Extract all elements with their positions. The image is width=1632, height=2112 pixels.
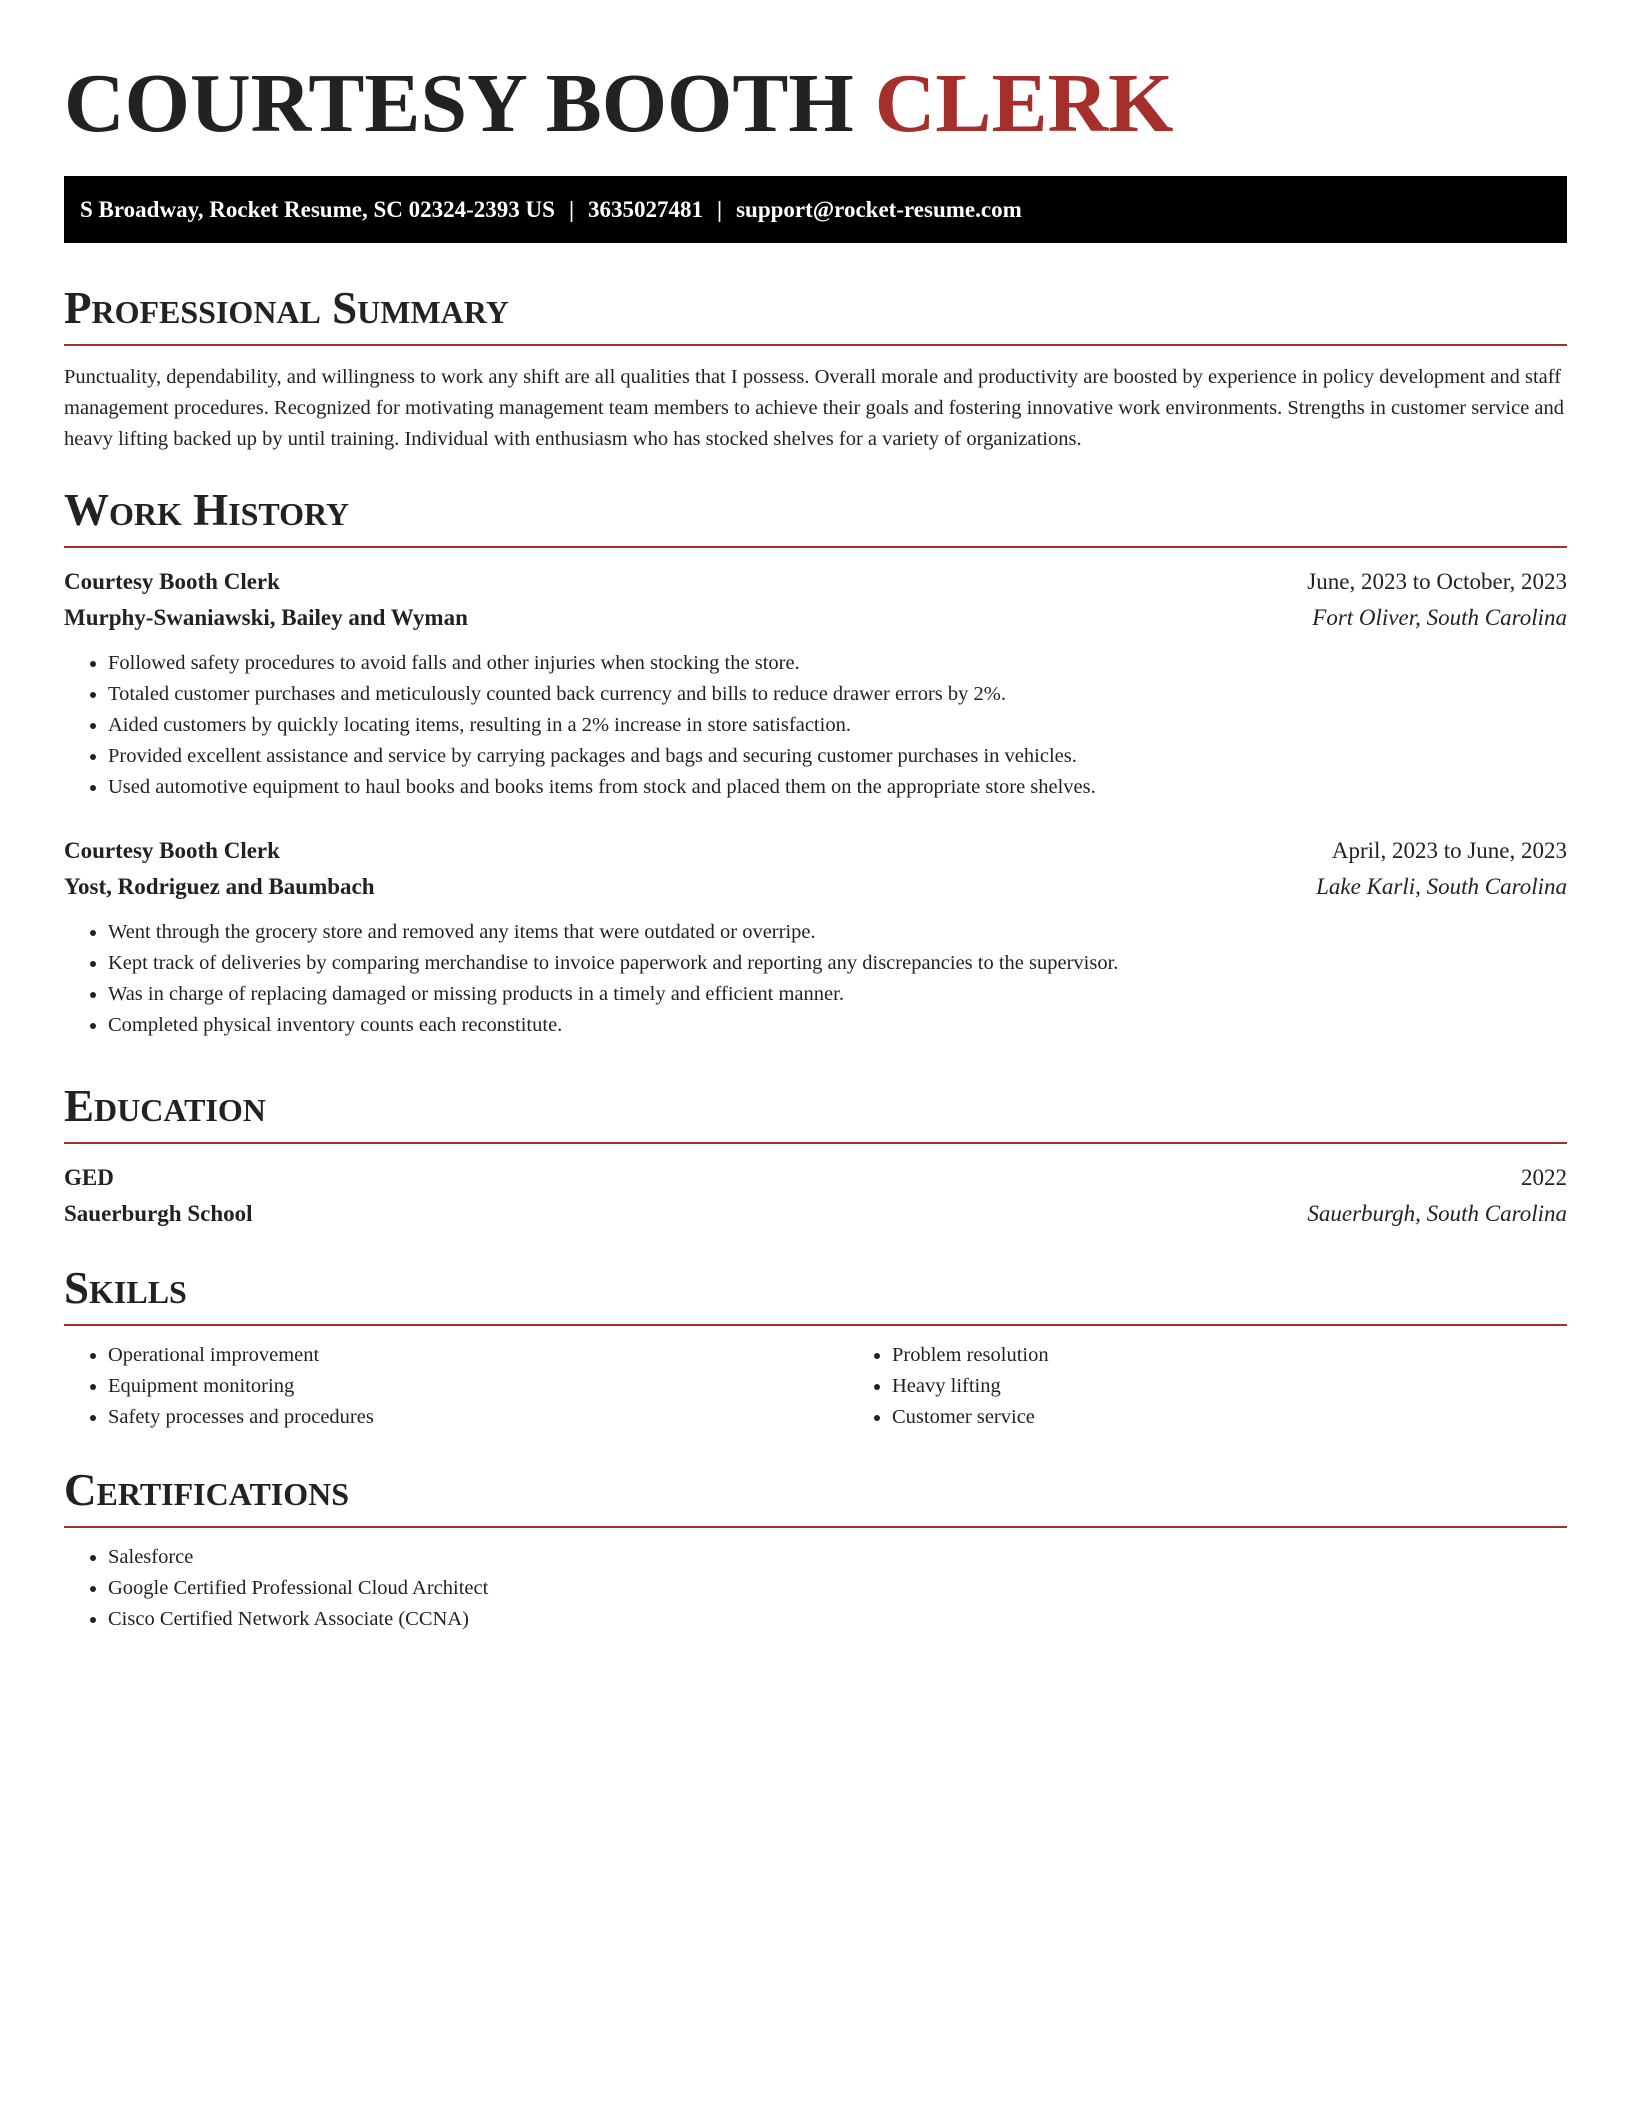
contact-email: support@rocket-resume.com <box>736 197 1022 222</box>
list-item: • Aided customers by quickly locating items, resulting in a 2% increase in store satisfaction. <box>108 710 1567 741</box>
job-bullets <box>64 917 1567 1041</box>
list-item: • Customer service <box>892 1402 1632 1433</box>
list-item: • Cisco Certified Network Associate (CCNA) <box>108 1604 1567 1635</box>
list-item: • Heavy lifting <box>892 1371 1632 1402</box>
candidate-name <box>64 54 1173 154</box>
contact-phone: 3635027481 <box>588 197 704 222</box>
list-item: • Safety processes and procedures <box>108 1402 848 1433</box>
work-history-section <box>64 482 1567 1041</box>
contact-separator: | <box>568 197 575 222</box>
certifications-list <box>64 1542 1567 1635</box>
list-item: • Kept track of deliveries by comparing merchandise to invoice paperwork and reporting any discrepancies to the supervisor. <box>108 948 1567 979</box>
list-item: • Completed physical inventory counts each reconstitute. <box>108 1010 1567 1041</box>
section-title: Work History <box>64 482 1567 548</box>
list-item: • Followed safety procedures to avoid falls and other injuries when stocking the store. <box>108 648 1567 679</box>
job-bullets <box>64 648 1567 803</box>
list-item: • Was in charge of replacing damaged or missing products in a timely and efficient manner. <box>108 979 1567 1010</box>
school-name: Sauerburgh School <box>64 1201 253 1226</box>
job-dates: June, 2023 to October, 2023 <box>1307 569 1567 594</box>
list-item: • Operational improvement <box>108 1340 848 1371</box>
list-item: • Totaled customer purchases and meticulously counted back currency and bills to reduce drawer errors by 2%. <box>108 679 1567 710</box>
section-title: Professional Summary <box>64 280 1567 346</box>
contact-separator: | <box>717 197 723 222</box>
job-entry <box>64 564 1567 803</box>
list-item: • Went through the grocery store and removed any items that were outdated or overripe. <box>108 917 1567 948</box>
first-name: COURTESY BOOTH <box>64 57 854 150</box>
list-item: • Used automotive equipment to haul books and books items from stock and placed them on the appropriate store shelves. <box>108 772 1567 803</box>
skills-left-list <box>64 1340 848 1433</box>
skills-section <box>64 1260 1567 1433</box>
graduation-year: 2022 <box>1521 1165 1567 1190</box>
job-company: Murphy-Swaniawski, Bailey and Wyman <box>64 605 468 630</box>
contact-address: S Broadway, Rocket Resume, SC 02324-2393 US <box>80 197 555 222</box>
section-title: Skills <box>64 1260 1567 1326</box>
job-title: Courtesy Booth Clerk <box>64 569 280 594</box>
summary-text: Punctuality, dependability, and willingness to work any shift are all qualities that I possess. Overall morale and productivity are boosted by experience in policy development and staff management procedures. Recognized for motivating management team members to achieve their goals and fostering innovative work environments. Strengths in customer service and heavy lifting backed up by until training. Individual with enthusiasm who has stocked shelves for a variety of organizations. <box>64 366 1565 450</box>
job-dates: April, 2023 to June, 2023 <box>1331 838 1567 863</box>
section-title: Certifications <box>64 1462 1567 1528</box>
education-section <box>64 1078 1567 1232</box>
job-location: Lake Karli, South Carolina <box>1316 874 1567 899</box>
degree: GED <box>64 1165 114 1190</box>
list-item: • Problem resolution <box>892 1340 1632 1371</box>
job-location: Fort Oliver, South Carolina <box>1312 605 1567 630</box>
section-title: Education <box>64 1078 1567 1144</box>
skills-right-list <box>848 1340 1632 1433</box>
list-item: • Provided excellent assistance and service by carrying packages and bags and securing customer purchases in vehicles. <box>108 741 1567 772</box>
job-title: Courtesy Booth Clerk <box>64 838 280 863</box>
contact-bar <box>64 176 1567 243</box>
list-item: • Salesforce <box>108 1542 1567 1573</box>
certifications-section <box>64 1462 1567 1635</box>
last-name: CLERK <box>874 57 1174 150</box>
job-entry <box>64 833 1567 1041</box>
job-company: Yost, Rodriguez and Baumbach <box>64 874 375 899</box>
list-item: • Google Certified Professional Cloud Architect <box>108 1573 1567 1604</box>
list-item: • Equipment monitoring <box>108 1371 848 1402</box>
summary-section <box>64 280 1567 455</box>
school-location: Sauerburgh, South Carolina <box>1307 1201 1567 1226</box>
